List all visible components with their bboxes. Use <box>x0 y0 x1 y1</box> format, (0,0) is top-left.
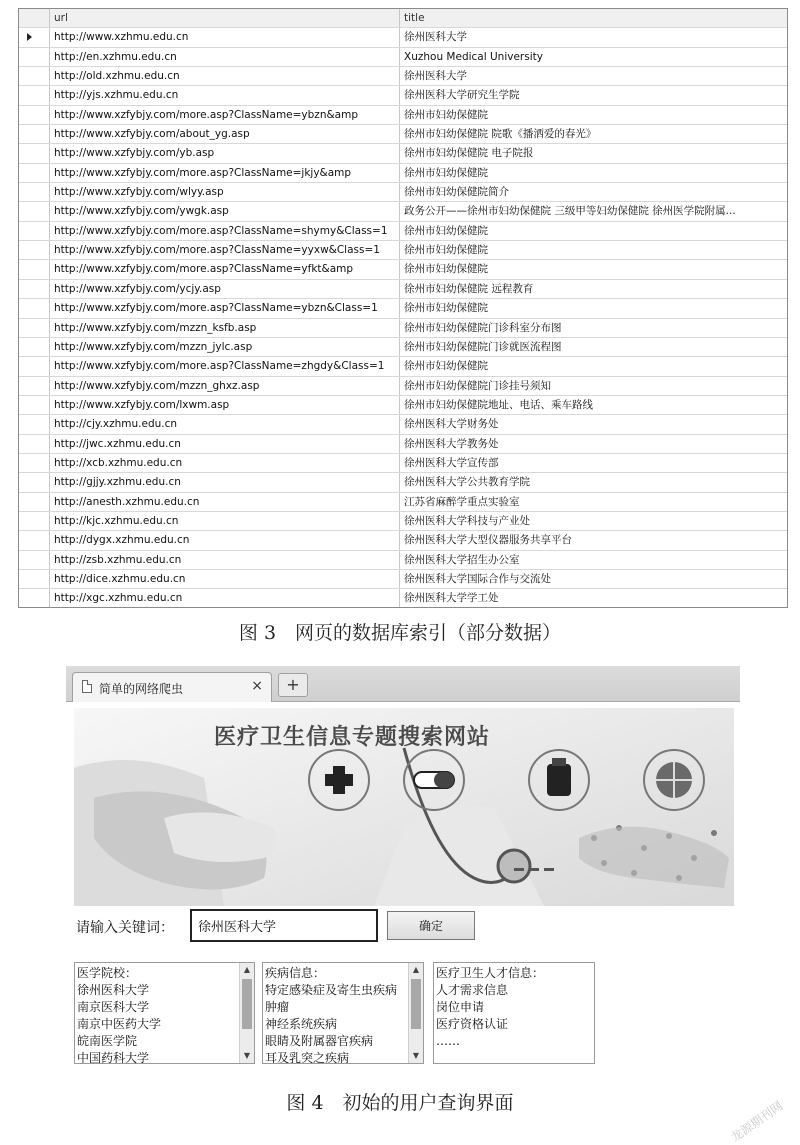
banner-title: 医疗卫生信息专题搜索网站 <box>214 725 491 750</box>
table-row[interactable] <box>19 241 787 260</box>
tab-title: 简单的网络爬虫 <box>99 682 184 696</box>
row-selector[interactable] <box>19 473 50 491</box>
title-cell[interactable]: 徐州医科大学宣传部 <box>404 456 499 469</box>
scrollbar[interactable] <box>408 963 423 1063</box>
title-cell[interactable]: 徐州市妇幼保健院 远程教育 <box>404 282 534 295</box>
url-cell[interactable]: http://www.xzfybjy.com/ycjy.asp <box>50 280 400 298</box>
title-cell[interactable]: 徐州医科大学研究生学院 <box>404 89 520 102</box>
row-selector[interactable] <box>19 67 50 85</box>
row-selector-header <box>19 9 50 27</box>
url-cell[interactable]: http://www.xzfybjy.com/more.asp?ClassName=ybzn&Class=1 <box>50 299 400 317</box>
browser-window <box>66 666 740 1076</box>
title-cell[interactable]: 徐州市妇幼保健院地址、电话、乘车路线 <box>404 398 593 411</box>
current-row-pointer-icon <box>27 33 32 41</box>
title-cell[interactable]: 徐州市妇幼保健院门诊就医流程图 <box>404 340 562 353</box>
title-cell[interactable]: 徐州市妇幼保健院 <box>404 166 488 179</box>
table-row[interactable] <box>19 299 787 318</box>
table-row[interactable] <box>19 570 787 589</box>
row-selector[interactable] <box>19 338 50 356</box>
confirm-button[interactable]: 确定 <box>387 911 475 940</box>
url-cell[interactable]: http://www.xzfybjy.com/wlyy.asp <box>50 183 400 201</box>
table-row[interactable] <box>19 551 787 570</box>
table-row[interactable] <box>19 106 787 125</box>
title-cell[interactable]: 徐州市妇幼保健院 院歌《播洒爱的春光》 <box>404 128 597 141</box>
row-selector[interactable] <box>19 125 50 143</box>
table-row[interactable] <box>19 144 787 163</box>
list-item[interactable]: 疾病信息： <box>265 966 326 980</box>
title-cell[interactable]: 徐州市妇幼保健院 <box>404 224 488 237</box>
table-row[interactable] <box>19 357 787 376</box>
url-cell[interactable]: http://www.xzfybjy.com/mzzn_ksfb.asp <box>50 319 400 337</box>
url-cell[interactable]: http://www.xzfybjy.com/mzzn_ghxz.asp <box>50 377 400 395</box>
url-cell[interactable]: http://zsb.xzhmu.edu.cn <box>50 551 400 569</box>
table-row[interactable] <box>19 396 787 415</box>
title-cell[interactable]: 徐州医科大学财务处 <box>404 418 499 431</box>
table-row[interactable] <box>19 86 787 105</box>
scrollbar-thumb[interactable] <box>411 979 421 1029</box>
title-cell[interactable]: 徐州市妇幼保健院 <box>404 244 488 257</box>
talent-info-listbox[interactable] <box>433 962 595 1064</box>
list-item[interactable]: 徐州医科大学 <box>77 983 150 997</box>
row-selector[interactable] <box>19 493 50 511</box>
row-selector[interactable] <box>19 589 50 607</box>
table-row[interactable] <box>19 125 787 144</box>
title-cell[interactable]: 徐州医科大学学工处 <box>404 592 499 605</box>
url-cell[interactable]: http://dygx.xzhmu.edu.cn <box>50 531 400 549</box>
table-row[interactable] <box>19 48 787 67</box>
list-item[interactable]: 肿瘤 <box>265 1000 290 1014</box>
url-cell[interactable]: http://cjy.xzhmu.edu.cn <box>50 415 400 433</box>
listbox-items <box>77 965 238 1064</box>
up-arrow-icon[interactable]: ▲ <box>412 965 420 974</box>
table-header-row <box>19 9 787 28</box>
row-selector[interactable] <box>19 241 50 259</box>
title-cell[interactable]: 政务公开——徐州市妇幼保健院 三级甲等妇幼保健院 徐州医学院附属... <box>404 205 736 218</box>
title-cell[interactable]: 徐州医科大学 <box>404 70 467 83</box>
title-cell[interactable]: 徐州市妇幼保健院门诊科室分布图 <box>404 321 562 334</box>
url-cell[interactable]: http://xgc.xzhmu.edu.cn <box>50 589 400 607</box>
row-selector[interactable] <box>19 415 50 433</box>
row-selector[interactable] <box>19 396 50 414</box>
list-item[interactable]: 南京医科大学 <box>77 1000 150 1014</box>
url-cell[interactable]: http://old.xzhmu.edu.cn <box>50 67 400 85</box>
url-cell[interactable]: http://www.xzfybjy.com/more.asp?ClassName=yyxw&Class=1 <box>50 241 400 259</box>
table-body <box>19 28 787 608</box>
table-row[interactable] <box>19 589 787 608</box>
column-header-url[interactable]: url <box>50 9 400 27</box>
url-cell[interactable]: http://www.xzfybjy.com/more.asp?ClassName=ybzn&amp <box>50 106 400 124</box>
list-item[interactable]: 人才需求信息 <box>436 983 509 997</box>
listbox-items <box>265 965 407 1064</box>
title-cell[interactable]: 徐州医科大学招生办公室 <box>404 553 520 566</box>
url-cell[interactable]: http://www.xzfybjy.com/about_yg.asp <box>50 125 400 143</box>
row-selector[interactable] <box>19 48 50 66</box>
url-cell[interactable]: http://en.xzhmu.edu.cn <box>50 48 400 66</box>
medical-schools-listbox[interactable] <box>74 962 255 1064</box>
disease-info-listbox[interactable] <box>262 962 424 1064</box>
row-selector[interactable] <box>19 435 50 453</box>
url-cell[interactable]: http://www.xzfybjy.com/mzzn_jylc.asp <box>50 338 400 356</box>
row-selector[interactable] <box>19 86 50 104</box>
watermark: 龙源期刊网 <box>728 1098 786 1145</box>
table-row[interactable] <box>19 493 787 512</box>
list-item[interactable]: 耳及乳突之疾病 <box>265 1051 350 1064</box>
row-selector[interactable] <box>19 28 50 46</box>
keyword-input[interactable] <box>190 909 378 942</box>
url-cell[interactable]: http://www.xzfybjy.com/more.asp?ClassName=jkjy&amp <box>50 164 400 182</box>
list-item[interactable]: 神经系统疾病 <box>265 1017 338 1031</box>
row-selector[interactable] <box>19 144 50 162</box>
title-cell[interactable]: 徐州医科大学 <box>404 31 467 44</box>
new-tab-button[interactable]: + <box>278 673 308 697</box>
url-cell[interactable]: http://gjjy.xzhmu.edu.cn <box>50 473 400 491</box>
list-item[interactable]: …… <box>436 1034 460 1048</box>
list-item[interactable]: 中国药科大学 <box>77 1051 150 1064</box>
table-row[interactable] <box>19 454 787 473</box>
list-item[interactable]: 特定感染症及寄生虫疾病 <box>265 983 398 997</box>
browser-tab[interactable] <box>72 672 272 702</box>
table-row[interactable] <box>19 202 787 221</box>
url-cell[interactable]: http://www.xzfybjy.com/lxwm.asp <box>50 396 400 414</box>
row-selector[interactable] <box>19 319 50 337</box>
title-cell[interactable]: 徐州医科大学国际合作与交流处 <box>404 572 551 585</box>
list-item[interactable]: 岗位申请 <box>436 1000 485 1014</box>
title-cell[interactable]: 徐州市妇幼保健院 <box>404 263 488 276</box>
list-item[interactable]: 医疗卫生人才信息： <box>436 966 545 980</box>
title-cell[interactable]: Xuzhou Medical University <box>404 50 543 63</box>
tab-bar <box>66 666 740 702</box>
url-cell[interactable]: http://dice.xzhmu.edu.cn <box>50 570 400 588</box>
table-row[interactable] <box>19 222 787 241</box>
url-cell[interactable]: http://anesth.xzhmu.edu.cn <box>50 493 400 511</box>
row-selector[interactable] <box>19 164 50 182</box>
table-row[interactable] <box>19 183 787 202</box>
table-row[interactable] <box>19 319 787 338</box>
title-cell[interactable]: 徐州医科大学公共教育学院 <box>404 476 530 489</box>
url-cell[interactable]: http://www.xzhmu.edu.cn <box>50 28 400 46</box>
page-icon <box>82 680 92 693</box>
title-cell[interactable]: 徐州医科大学教务处 <box>404 437 499 450</box>
row-selector[interactable] <box>19 222 50 240</box>
table-row[interactable] <box>19 473 787 492</box>
scrollbar-thumb[interactable] <box>242 979 252 1029</box>
row-selector[interactable] <box>19 570 50 588</box>
list-item[interactable]: 眼睛及附属器官疾病 <box>265 1034 374 1048</box>
list-item[interactable]: 医学院校： <box>77 966 138 980</box>
row-selector[interactable] <box>19 377 50 395</box>
row-selector[interactable] <box>19 260 50 278</box>
row-selector[interactable] <box>19 202 50 220</box>
title-cell[interactable]: 江苏省麻醉学重点实验室 <box>404 495 520 508</box>
title-cell[interactable]: 徐州市妇幼保健院 电子院报 <box>404 147 534 160</box>
row-selector[interactable] <box>19 551 50 569</box>
site-banner <box>74 708 734 906</box>
list-item[interactable]: 南京中医药大学 <box>77 1017 162 1031</box>
down-arrow-icon[interactable]: ▼ <box>412 1051 420 1060</box>
table-row[interactable] <box>19 67 787 86</box>
down-arrow-icon[interactable]: ▼ <box>243 1051 251 1060</box>
url-cell[interactable]: http://www.xzfybjy.com/more.asp?ClassName=zhgdy&Class=1 <box>50 357 400 375</box>
row-selector[interactable] <box>19 531 50 549</box>
url-cell[interactable]: http://jwc.xzhmu.edu.cn <box>50 435 400 453</box>
list-item[interactable]: 医疗资格认证 <box>436 1017 509 1031</box>
url-cell[interactable]: http://www.xzfybjy.com/more.asp?ClassName=yfkt&amp <box>50 260 400 278</box>
table-row[interactable] <box>19 280 787 299</box>
table-row[interactable] <box>19 338 787 357</box>
row-selector[interactable] <box>19 454 50 472</box>
figure-3-caption: 图 3 网页的数据库索引（部分数据） <box>238 622 562 644</box>
row-selector[interactable] <box>19 106 50 124</box>
url-cell[interactable]: http://www.xzfybjy.com/ywgk.asp <box>50 202 400 220</box>
row-selector[interactable] <box>19 357 50 375</box>
title-cell[interactable]: 徐州市妇幼保健院 <box>404 108 488 121</box>
up-arrow-icon[interactable]: ▲ <box>243 965 251 974</box>
title-cell[interactable]: 徐州医科大学大型仪器服务共享平台 <box>404 534 572 547</box>
url-cell[interactable]: http://xcb.xzhmu.edu.cn <box>50 454 400 472</box>
table-row[interactable] <box>19 531 787 550</box>
figure-4-caption: 图 4 初始的用户查询界面 <box>286 1092 514 1114</box>
table-row[interactable] <box>19 377 787 396</box>
table-row[interactable] <box>19 28 787 47</box>
search-label: 请输入关键词： <box>76 920 174 936</box>
table-row[interactable] <box>19 260 787 279</box>
listbox-items <box>436 965 592 1050</box>
url-cell[interactable]: http://www.xzfybjy.com/yb.asp <box>50 144 400 162</box>
scrollbar[interactable] <box>239 963 254 1063</box>
table-row[interactable] <box>19 435 787 454</box>
table-row[interactable] <box>19 415 787 434</box>
title-cell[interactable]: 徐州市妇幼保健院门诊挂号须知 <box>404 379 551 392</box>
table-row[interactable] <box>19 512 787 531</box>
title-cell[interactable]: 徐州市妇幼保健院简介 <box>404 186 509 199</box>
row-selector[interactable] <box>19 183 50 201</box>
row-selector[interactable] <box>19 299 50 317</box>
url-cell[interactable]: http://www.xzfybjy.com/more.asp?ClassName=shymy&Class=1 <box>50 222 400 240</box>
list-item[interactable]: 皖南医学院 <box>77 1034 138 1048</box>
row-selector[interactable] <box>19 280 50 298</box>
title-cell[interactable]: 徐州医科大学科技与产业处 <box>404 514 530 527</box>
url-cell[interactable]: http://kjc.xzhmu.edu.cn <box>50 512 400 530</box>
title-cell[interactable]: 徐州市妇幼保健院 <box>404 302 488 315</box>
close-tab-icon[interactable]: × <box>251 678 263 694</box>
title-cell[interactable]: 徐州市妇幼保健院 <box>404 360 488 373</box>
row-selector[interactable] <box>19 512 50 530</box>
database-index-table <box>18 8 788 608</box>
table-row[interactable] <box>19 164 787 183</box>
column-header-title[interactable]: title <box>404 12 425 24</box>
url-cell[interactable]: http://yjs.xzhmu.edu.cn <box>50 86 400 104</box>
